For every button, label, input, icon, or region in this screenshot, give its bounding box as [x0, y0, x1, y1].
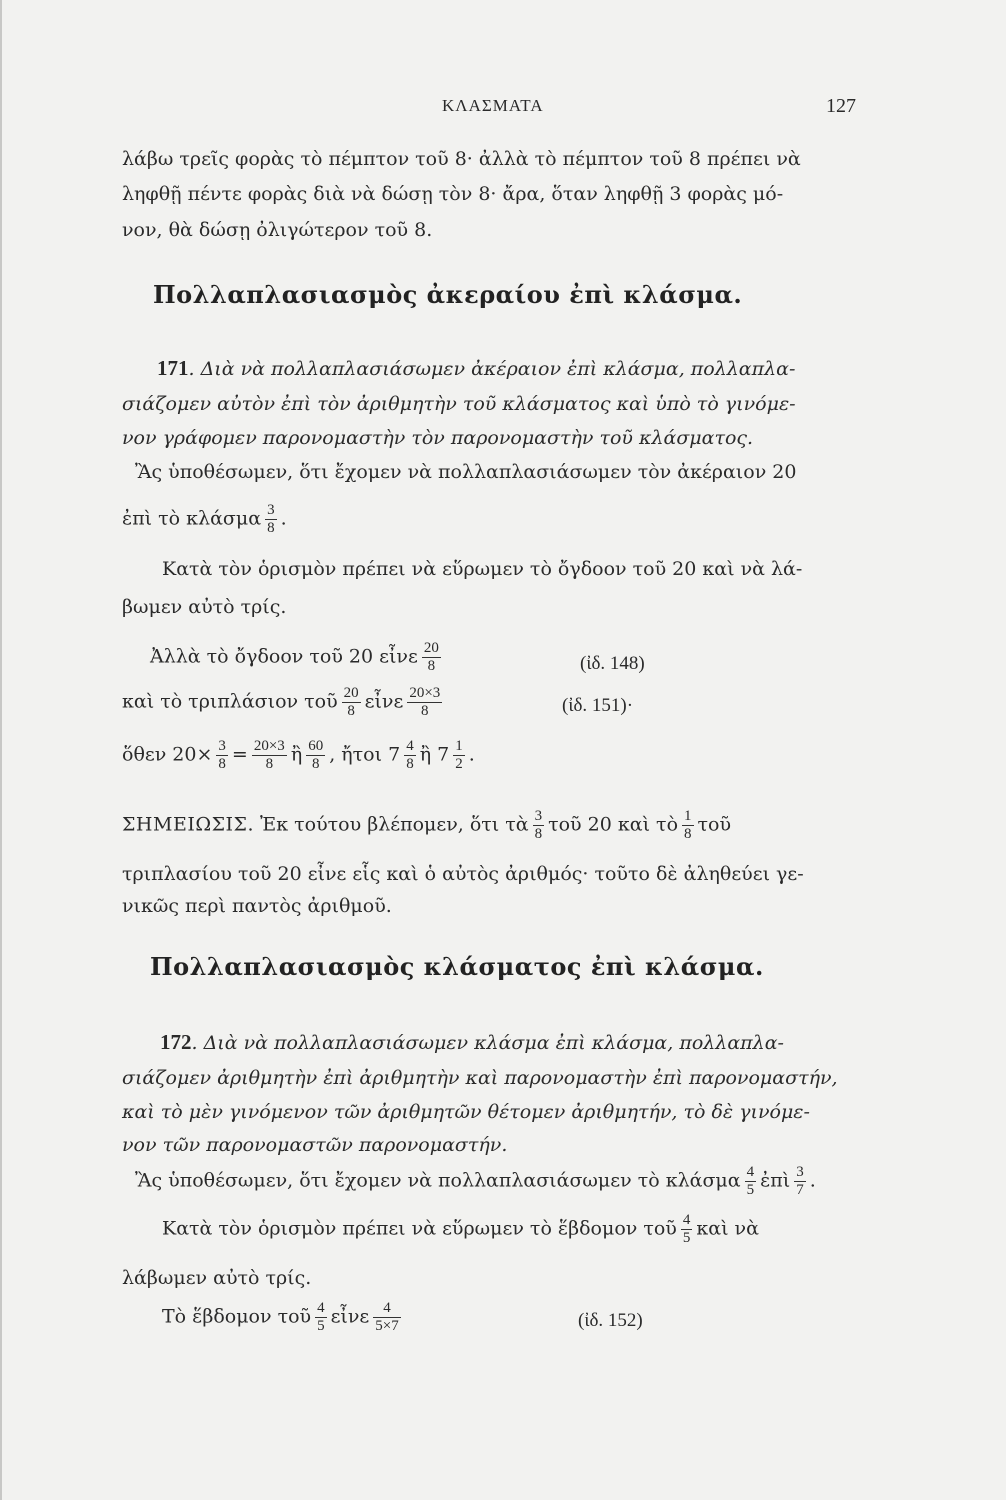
definition-172-line-1 — [162, 1212, 759, 1247]
fraction-3-7 — [794, 1164, 806, 1199]
equation-1-text: Ἀλλὰ τὸ ὄγδοον τοῦ 20 εἶνε — [150, 645, 418, 668]
fraction-numerator: 4 — [373, 1300, 400, 1318]
rule-172-line-1 — [160, 1030, 784, 1055]
example-171-line-2 — [122, 502, 287, 537]
example-171-end: . — [280, 507, 287, 530]
example-171-text: ἐπὶ τὸ κλάσμα — [122, 507, 262, 530]
running-header: ΚΛΑΣΜΑΤΑ — [442, 96, 544, 115]
definition-172-text-2: καὶ νὰ — [696, 1217, 759, 1240]
or-7: ἢ 7 — [419, 743, 450, 766]
definition-172-line-2: λάβωμεν αὐτὸ τρίς. — [122, 1267, 312, 1289]
fraction-denominator: 7 — [796, 1182, 804, 1198]
definition-171-line-1: Κατὰ τὸν ὁρισμὸν πρέπει νὰ εὕρωμεν τὸ ὄγδοον τοῦ 20 καὶ νὰ λά- — [162, 558, 803, 580]
fraction-denominator: 8 — [218, 756, 226, 772]
fraction-denominator: 8 — [311, 756, 320, 772]
fraction-4-8 — [404, 738, 416, 773]
definition-171-line-2: βωμεν αὐτὸ τρίς. — [122, 596, 287, 618]
fraction-denominator: 8 — [427, 658, 436, 674]
fraction-1-8 — [682, 808, 694, 843]
fraction-4-5 — [681, 1212, 693, 1247]
reference-148: (ἰδ. 148) — [580, 653, 645, 674]
equation-2-text: καὶ τὸ τριπλάσιον τοῦ — [122, 690, 338, 713]
rule-172-line-4: νον τῶν παρονομαστῶν παρονομαστήν. — [122, 1134, 508, 1156]
fraction-denominator: 8 — [347, 703, 355, 719]
fraction-4-5 — [315, 1300, 327, 1335]
fraction-numerator: 4 — [746, 1164, 755, 1180]
note-label: ΣΗΜΕΙΩΣΙΣ. — [122, 813, 254, 836]
fraction-denominator: 2 — [455, 756, 463, 772]
fraction-denominator: 8 — [684, 826, 692, 842]
fraction-20x3-8 — [252, 738, 287, 773]
fraction-numerator: 20 — [423, 640, 439, 656]
fraction-numerator: 3 — [796, 1164, 804, 1180]
fraction-denominator: 8 — [265, 756, 274, 772]
equation-2-is: εἶνε — [364, 690, 404, 713]
equals-sign: = — [231, 743, 248, 766]
fraction-denominator: 8 — [421, 703, 429, 719]
definition-172-text-1: Κατὰ τὸν ὁρισμὸν πρέπει νὰ εὕρωμεν τὸ ἕβδομον τοῦ — [162, 1217, 677, 1240]
intro-line-1: λάβω τρεῖς φορὰς τὸ πέμπτον τοῦ 8· ἀλλὰ τὸ πέμπτον τοῦ 8 πρέπει νὰ — [122, 148, 801, 170]
fraction-numerator: 4 — [317, 1300, 325, 1316]
fraction-4-5 — [745, 1164, 757, 1199]
equation-3-start: ὅθεν 20× — [122, 743, 213, 766]
equation-172-is: εἶνε — [330, 1305, 370, 1328]
note-text-2: τοῦ 20 καὶ τὸ — [548, 813, 679, 836]
fraction-numerator: 3 — [267, 502, 275, 518]
fraction-denominator: 8 — [406, 756, 414, 772]
fraction-20-8 — [422, 640, 441, 675]
paragraph-number-171: 171 — [157, 356, 189, 380]
example-172-by: ἐπὶ — [760, 1169, 791, 1192]
equation-result-7-half — [122, 738, 475, 773]
paragraph-number-172: 172 — [160, 1030, 192, 1054]
example-171-line-1: Ἂς ὑποθέσωμεν, ὅτι ἔχομεν νὰ πολλαπλασιάσωμεν τὸν ἀκέραιον 20 — [135, 461, 797, 483]
reference-151: (ἰδ. 151)· — [562, 695, 634, 716]
fraction-denominator: 8 — [267, 520, 275, 536]
section-heading-integer-by-fraction: Πολλαπλασιασμὸς ἀκεραίου ἐπὶ κλάσμα. — [153, 280, 743, 309]
fraction-1-2 — [453, 738, 465, 773]
fraction-denominator: 5 — [317, 1318, 325, 1334]
page-edge — [0, 0, 2, 1500]
intro-line-3: νον, θὰ δώσῃ ὀλιγώτερον τοῦ 8. — [122, 219, 433, 241]
intro-line-2: ληφθῇ πέντε φορὰς διὰ νὰ δώσῃ τὸν 8· ἄρα, ὅταν ληφθῇ 3 φορὰς μό- — [122, 183, 784, 205]
rule-171-line-1 — [157, 356, 795, 381]
rule-172-line-3: καὶ τὸ μὲν γινόμενον τῶν ἀριθμητῶν θέτομεν ἀριθμητήν, τὸ δὲ γινόμε- — [122, 1101, 810, 1123]
fraction-numerator: 3 — [534, 808, 543, 824]
rule-171-line-2: σιάζομεν αὐτὸν ἐπὶ τὸν ἀριθμητὴν τοῦ κλάσματος καὶ ὑπὸ τὸ γινόμε- — [122, 393, 796, 415]
equation-3-end: . — [468, 743, 475, 766]
example-172-line — [135, 1164, 816, 1199]
or-word: ἢ — [290, 743, 303, 766]
fraction-denominator: 8 — [534, 826, 543, 842]
note-line-2: τριπλασίου τοῦ 20 εἶνε εἷς καὶ ὁ αὐτὸς ἀριθμός· τοῦτο δὲ ἀληθεύει γε- — [122, 863, 804, 885]
fraction-20x3-8 — [407, 685, 442, 720]
fraction-denominator: 5×7 — [375, 1318, 399, 1334]
example-172-end: . — [809, 1169, 816, 1192]
fraction-denominator: 5 — [746, 1182, 755, 1198]
rule-172-line-2: σιάζομεν ἀριθμητὴν ἐπὶ ἀριθμητὴν καὶ παρονομαστὴν ἐπὶ παρονομαστήν, — [122, 1067, 838, 1089]
fraction-numerator: 1 — [455, 738, 463, 754]
fraction-numerator: 20 — [343, 685, 359, 701]
fraction-3-8 — [265, 502, 277, 537]
note-line-1 — [122, 808, 731, 843]
equation-eighth-of-20 — [150, 640, 445, 675]
fraction-numerator: 60 — [308, 738, 324, 754]
rule-172-text-1: . Διὰ νὰ πολλαπλασιάσωμεν κλάσμα ἐπὶ κλάσμα, πολλαπλα- — [191, 1032, 784, 1054]
equation-triple-of-20-8 — [122, 685, 446, 720]
reference-152: (ἰδ. 152) — [578, 1310, 643, 1331]
rule-171-line-3: νον γράφομεν παρονομαστὴν τὸν παρονομαστὴν τοῦ κλάσματος. — [122, 427, 754, 449]
that-is-7: , ἤτοι 7 — [329, 743, 401, 766]
equation-seventh-of-4-5 — [162, 1300, 405, 1335]
fraction-60-8 — [306, 738, 325, 773]
fraction-numerator: 20×3 — [409, 685, 441, 701]
fraction-4-5x7 — [373, 1300, 400, 1335]
section-heading-fraction-by-fraction: Πολλαπλασιασμὸς κλάσματος ἐπὶ κλάσμα. — [150, 952, 764, 981]
note-text-3: τοῦ — [697, 813, 732, 836]
example-172-text: Ἂς ὑποθέσωμεν, ὅτι ἔχομεν νὰ πολλαπλασιάσωμεν τὸ κλάσμα — [135, 1169, 741, 1192]
rule-171-text-1: . Διὰ νὰ πολλαπλασιάσωμεν ἀκέραιον ἐπὶ κλάσμα, πολλαπλα- — [188, 358, 796, 380]
equation-172-text: Τὸ ἕβδομον τοῦ — [162, 1305, 312, 1328]
fraction-denominator: 5 — [682, 1230, 691, 1246]
page-number: 127 — [826, 95, 856, 117]
note-text-1: Ἐκ τούτου βλέπομεν, ὅτι τὰ — [260, 813, 529, 836]
fraction-numerator: 4 — [682, 1212, 691, 1228]
note-line-3: νικῶς περὶ παντὸς ἀριθμοῦ. — [122, 895, 392, 917]
fraction-numerator: 3 — [218, 738, 226, 754]
fraction-numerator: 4 — [406, 738, 414, 754]
fraction-numerator: 1 — [684, 808, 692, 824]
fraction-20-8 — [342, 685, 361, 720]
fraction-3-8 — [216, 738, 228, 773]
fraction-3-8 — [533, 808, 545, 843]
fraction-numerator: 20×3 — [253, 738, 285, 754]
